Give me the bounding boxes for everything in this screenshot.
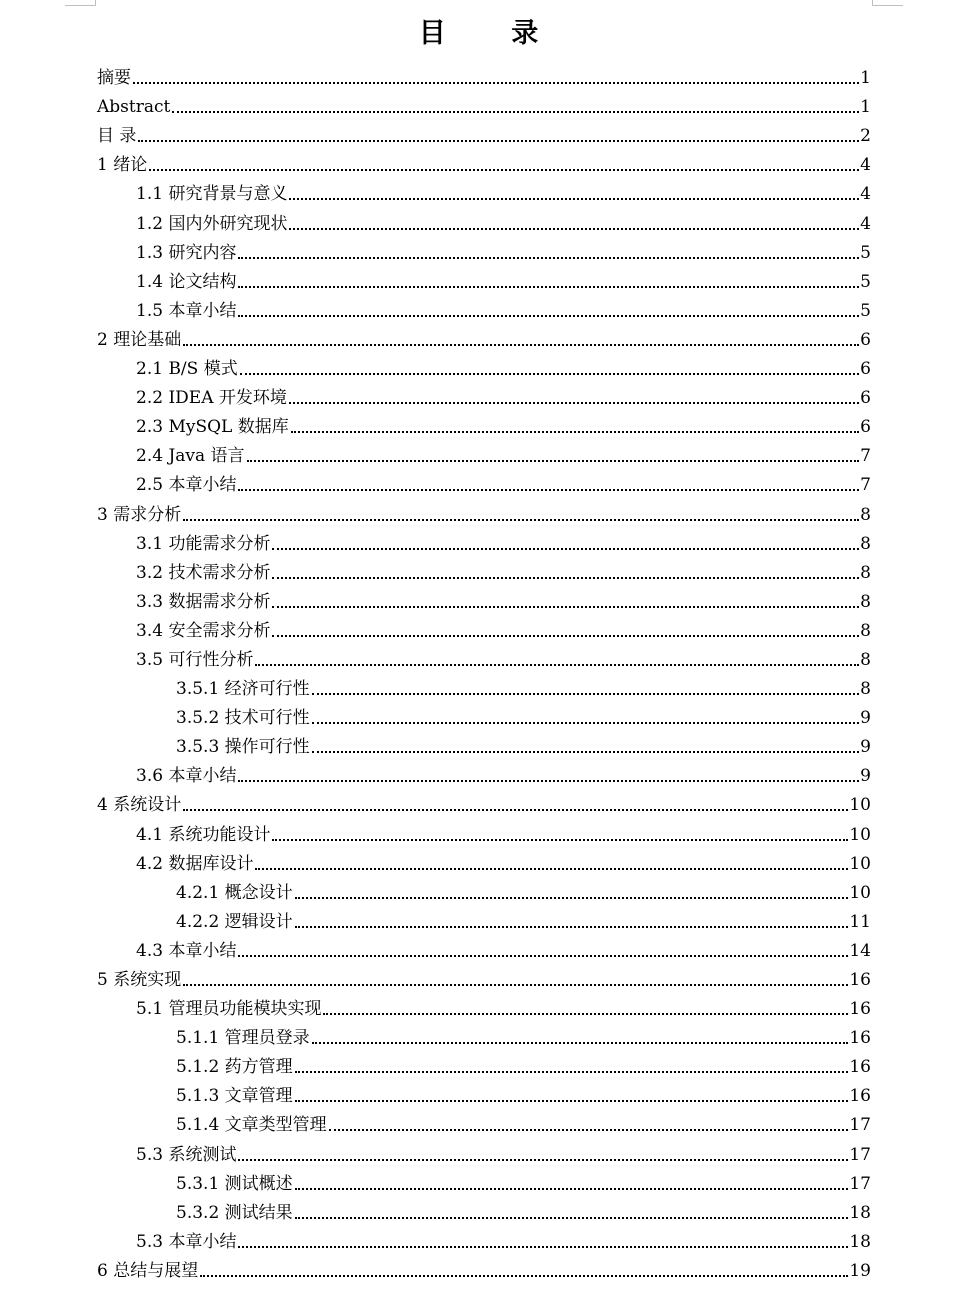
toc-entry-label: 3.2 技术需求分析 (136, 562, 271, 583)
dot-leader (149, 169, 859, 171)
toc-entry[interactable] (0, 237, 957, 266)
toc-entry-page-number: 7 (860, 475, 871, 496)
crop-mark-top-left (65, 0, 96, 6)
toc-entry-page-number: 17 (849, 1144, 871, 1165)
dot-leader (238, 1246, 848, 1248)
dot-leader (289, 198, 859, 200)
toc-entry[interactable] (0, 877, 957, 906)
toc-entry[interactable] (0, 818, 957, 847)
dot-leader (133, 82, 859, 84)
toc-entry-page-number: 2 (860, 126, 871, 147)
dot-leader (329, 1129, 849, 1131)
toc-entry-page-number: 6 (860, 388, 871, 409)
toc-entry-page-number: 6 (860, 329, 871, 350)
dot-leader (238, 257, 859, 259)
toc-entry-label: 5.1 管理员功能模块实现 (136, 999, 322, 1020)
toc-entry-page-number: 11 (849, 911, 871, 932)
dot-leader (240, 373, 859, 375)
toc-entry-label: 1 绪论 (97, 155, 148, 176)
dot-leader (289, 402, 859, 404)
toc-entry-label: 1.4 论文结构 (136, 271, 237, 292)
toc-entry-page-number: 7 (860, 446, 871, 467)
dot-leader (295, 1100, 849, 1102)
toc-entry[interactable] (0, 528, 957, 557)
toc-entry-page-number: 1 (860, 97, 871, 118)
toc-entry[interactable] (0, 702, 957, 731)
toc-entry-page-number: 6 (860, 359, 871, 380)
toc-entry[interactable] (0, 1226, 957, 1255)
dot-leader (183, 809, 848, 811)
table-of-contents (0, 62, 957, 1284)
toc-title: 目 录 (418, 18, 567, 49)
toc-entry-label: Abstract (97, 97, 171, 118)
toc-entry[interactable] (0, 324, 957, 353)
toc-entry-label: 2.3 MySQL 数据库 (136, 417, 289, 438)
toc-entry-label: 5.3.1 测试概述 (176, 1173, 293, 1194)
toc-entry-label: 5.1.2 药方管理 (176, 1057, 293, 1078)
toc-entry[interactable] (0, 207, 957, 236)
toc-entry-label: 4.2 数据库设计 (136, 853, 254, 874)
dot-leader (238, 315, 859, 317)
toc-entry-label: 3 需求分析 (97, 504, 182, 525)
toc-entry-label: 3.1 功能需求分析 (136, 533, 271, 554)
toc-entry-label: 3.5.3 操作可行性 (176, 737, 310, 758)
toc-entry-label: 4.1 系统功能设计 (136, 824, 271, 845)
toc-entry[interactable] (0, 731, 957, 760)
toc-entry[interactable] (0, 440, 957, 469)
toc-entry-label: 5.3.2 测试结果 (176, 1202, 293, 1223)
toc-entry-page-number: 8 (860, 562, 871, 583)
toc-entry-page-number: 16 (849, 999, 871, 1020)
dot-leader (272, 606, 859, 608)
toc-entry[interactable] (0, 1022, 957, 1051)
toc-entry[interactable] (0, 411, 957, 440)
toc-entry[interactable] (0, 62, 957, 91)
toc-entry-label: 1.1 研究背景与意义 (136, 184, 288, 205)
dot-leader (238, 286, 859, 288)
toc-entry[interactable] (0, 1051, 957, 1080)
toc-entry-label: 3.3 数据需求分析 (136, 591, 271, 612)
toc-entry-page-number: 10 (849, 824, 871, 845)
dot-leader (238, 780, 859, 782)
dot-leader (289, 228, 859, 230)
toc-entry[interactable] (0, 382, 957, 411)
toc-entry[interactable] (0, 993, 957, 1022)
toc-entry-label: 2.1 B/S 模式 (136, 359, 238, 380)
toc-entry-label: 5 系统实现 (97, 970, 182, 990)
crop-mark-top-right (872, 0, 903, 6)
toc-entry[interactable] (0, 353, 957, 382)
toc-entry-page-number: 8 (860, 620, 871, 641)
toc-entry-page-number: 18 (849, 1231, 871, 1252)
dot-leader (312, 1042, 849, 1044)
toc-entry-label: 4.2.2 逻辑设计 (176, 911, 293, 932)
toc-entry-label: 6 总结与展望 (97, 1260, 199, 1281)
dot-leader (295, 1217, 849, 1219)
dot-leader (291, 431, 859, 433)
toc-entry-label: 1.2 国内外研究现状 (136, 213, 288, 234)
dot-leader (272, 635, 859, 637)
toc-entry[interactable] (0, 469, 957, 498)
dot-leader (183, 519, 859, 521)
toc-entry-label: 5.3 系统测试 (136, 1144, 237, 1165)
toc-entry-label: 3.5.2 技术可行性 (176, 708, 310, 729)
toc-entry-page-number: 16 (849, 1086, 871, 1107)
dot-leader (247, 460, 860, 462)
toc-entry[interactable] (0, 149, 957, 178)
toc-entry-label: 摘要 (97, 68, 131, 89)
toc-entry-label: 5.1.1 管理员登录 (176, 1028, 310, 1049)
toc-entry-label: 4.3 本章小结 (136, 940, 237, 961)
dot-leader (255, 868, 848, 870)
toc-entry-page-number: 8 (860, 679, 871, 700)
toc-entry-label: 2.5 本章小结 (136, 475, 237, 496)
toc-entry-page-number: 6 (860, 417, 871, 438)
toc-entry-page-number: 8 (860, 504, 871, 525)
toc-entry[interactable] (0, 1109, 957, 1138)
toc-entry-page-number: 4 (860, 213, 871, 234)
toc-entry-page-number: 9 (860, 708, 871, 729)
toc-entry-page-number: 5 (860, 271, 871, 292)
dot-leader (295, 897, 849, 899)
toc-entry[interactable] (0, 615, 957, 644)
dot-leader (238, 1159, 848, 1161)
toc-entry-page-number: 18 (849, 1202, 871, 1223)
dot-leader (295, 926, 849, 928)
toc-entry-label: 2.2 IDEA 开发环境 (136, 388, 287, 409)
toc-entry-page-number: 10 (849, 795, 871, 816)
toc-entry-label: 3.6 本章小结 (136, 766, 237, 787)
toc-entry[interactable] (0, 789, 957, 818)
dot-leader (295, 1071, 849, 1073)
toc-entry-page-number: 17 (849, 1173, 871, 1194)
toc-entry[interactable] (0, 1080, 957, 1109)
dot-leader (295, 1188, 849, 1190)
toc-entry-label: 3.5.1 经济可行性 (176, 679, 310, 700)
toc-entry[interactable] (0, 498, 957, 527)
toc-entry[interactable] (0, 586, 957, 615)
toc-entry-label: 5.1.4 文章类型管理 (176, 1115, 327, 1136)
dot-leader (138, 140, 859, 142)
toc-entry-page-number: 9 (860, 737, 871, 758)
toc-entry[interactable] (0, 1197, 957, 1226)
toc-entry-label: 2.4 Java 语言 (136, 446, 245, 467)
toc-entry-page-number: 4 (860, 155, 871, 176)
toc-entry-page-number: 1 (860, 68, 871, 89)
toc-entry-page-number: 16 (849, 1057, 871, 1078)
dot-leader (238, 489, 859, 491)
dot-leader (238, 955, 848, 957)
toc-entry[interactable] (0, 266, 957, 295)
toc-entry-label: 4.2.1 概念设计 (176, 882, 293, 903)
dot-leader (312, 693, 860, 695)
toc-entry-page-number: 14 (849, 940, 871, 961)
toc-entry[interactable] (0, 557, 957, 586)
dot-leader (200, 1275, 848, 1277)
toc-entry-page-number: 5 (860, 300, 871, 321)
toc-entry-page-number: 5 (860, 242, 871, 263)
toc-entry-label: 4 系统设计 (97, 795, 182, 816)
toc-entry-page-number: 8 (860, 649, 871, 670)
dot-leader (312, 722, 860, 724)
toc-entry[interactable] (0, 935, 957, 964)
toc-entry-page-number: 16 (849, 1028, 871, 1049)
toc-entry-label: 3.4 安全需求分析 (136, 620, 271, 641)
toc-entry[interactable] (0, 673, 957, 702)
toc-entry[interactable] (0, 644, 957, 673)
toc-entry[interactable] (0, 906, 957, 935)
toc-entry[interactable] (0, 1138, 957, 1167)
toc-entry-label: 1.5 本章小结 (136, 300, 237, 321)
toc-entry-label: 目 录 (97, 126, 137, 147)
toc-entry-page-number: 10 (849, 882, 871, 903)
toc-entry[interactable] (0, 91, 957, 120)
toc-entry-page-number: 10 (849, 853, 871, 874)
toc-entry-label: 3.5 可行性分析 (136, 649, 254, 670)
toc-entry-page-number: 16 (849, 970, 871, 990)
toc-entry-page-number: 19 (849, 1260, 871, 1281)
dot-leader (272, 839, 848, 841)
toc-entry-label: 5.1.3 文章管理 (176, 1086, 293, 1107)
toc-entry[interactable] (0, 178, 957, 207)
toc-entry-page-number: 4 (860, 184, 871, 205)
dot-leader (323, 1013, 848, 1015)
dot-leader (312, 751, 860, 753)
toc-entry[interactable] (0, 1255, 957, 1284)
toc-entry-label: 5.3 本章小结 (136, 1231, 237, 1252)
toc-entry-page-number: 8 (860, 591, 871, 612)
toc-entry[interactable] (0, 760, 957, 789)
toc-entry-label: 2 理论基础 (97, 329, 182, 350)
dot-leader (272, 577, 859, 579)
toc-entry[interactable] (0, 120, 957, 149)
dot-leader (255, 664, 859, 666)
toc-entry-label: 1.3 研究内容 (136, 242, 237, 263)
dot-leader (183, 984, 848, 986)
toc-entry[interactable] (0, 848, 957, 877)
dot-leader (272, 548, 859, 550)
toc-entry[interactable] (0, 295, 957, 324)
toc-entry-page-number: 9 (860, 766, 871, 787)
dot-leader (183, 344, 859, 346)
toc-entry[interactable] (0, 1168, 957, 1197)
toc-entry-page-number: 8 (860, 533, 871, 554)
toc-entry-page-number: 17 (849, 1115, 871, 1136)
dot-leader (172, 111, 859, 113)
toc-entry[interactable] (0, 964, 957, 993)
